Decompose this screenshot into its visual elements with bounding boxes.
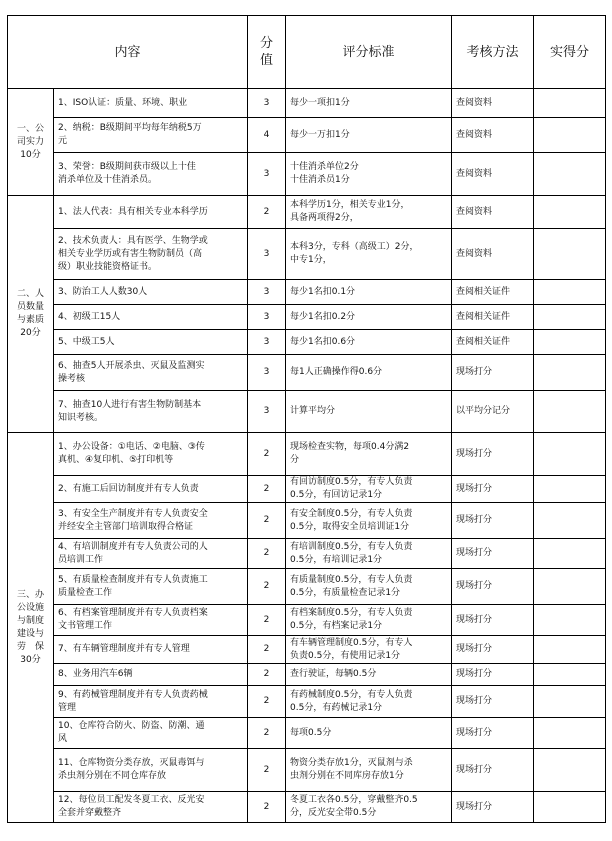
item-actual-score[interactable] — [534, 476, 606, 503]
item-standard: 十佳消杀单位2分 十佳消杀员1分 — [286, 153, 452, 196]
header-actual: 实得分 — [534, 16, 606, 89]
item-method: 查阅相关证件 — [452, 330, 534, 355]
item-score: 2 — [248, 664, 286, 686]
item-method: 现场打分 — [452, 605, 534, 636]
item-content: 5、有质量检查制度并有专人负责施工 质量检查工作 — [54, 569, 248, 605]
item-standard: 物资分类存放1分，灭鼠剂与杀 虫剂分别在不同库房存放1分 — [286, 749, 452, 792]
item-standard: 查行驶证，每辆0.5分 — [286, 664, 452, 686]
table-row — [8, 280, 606, 305]
table-row — [8, 229, 606, 280]
table-row — [8, 391, 606, 433]
item-standard: 每少一项扣1分 — [286, 89, 452, 118]
item-standard: 每少1名扣0.1分 — [286, 280, 452, 305]
item-method: 查阅资料 — [452, 196, 534, 229]
item-standard: 现场检查实物，每项0.4分满2 分 — [286, 433, 452, 476]
item-actual-score[interactable] — [534, 636, 606, 664]
item-score: 2 — [248, 636, 286, 664]
scoring-table — [7, 15, 606, 823]
item-method: 现场打分 — [452, 749, 534, 792]
table-row — [8, 636, 606, 664]
item-score: 2 — [248, 718, 286, 749]
item-standard: 计算平均分 — [286, 391, 452, 433]
item-content: 1、法人代表：具有相关专业本科学历 — [54, 196, 248, 229]
item-method: 现场打分 — [452, 539, 534, 569]
item-actual-score[interactable] — [534, 305, 606, 330]
table-row — [8, 476, 606, 503]
table-row — [8, 330, 606, 355]
item-method: 现场打分 — [452, 355, 534, 391]
item-content: 6、有档案管理制度并有专人负责档案 文书管理工作 — [54, 605, 248, 636]
item-actual-score[interactable] — [534, 605, 606, 636]
item-actual-score[interactable] — [534, 686, 606, 718]
item-method: 现场打分 — [452, 569, 534, 605]
table-row — [8, 539, 606, 569]
item-standard: 有药械制度0.5分，有专人负责 0.5分，有药械记录1分 — [286, 686, 452, 718]
item-actual-score[interactable] — [534, 718, 606, 749]
item-content: 11、仓库物资分类存放，灭鼠毒饵与 杀虫剂分别在不同仓库存放 — [54, 749, 248, 792]
item-content: 2、技术负责人：具有医学、生物学或 相关专业学历或有害生物防制员（高 级）职业技能资格证书。 — [54, 229, 248, 280]
item-method: 现场打分 — [452, 636, 534, 664]
item-method: 现场打分 — [452, 664, 534, 686]
table-row — [8, 749, 606, 792]
item-method: 查阅相关证件 — [452, 305, 534, 330]
item-standard: 有车辆管理制度0.5分，有专人 负责0.5分，有使用记录1分 — [286, 636, 452, 664]
item-score: 2 — [248, 196, 286, 229]
item-content: 7、有车辆管理制度并有专人管理 — [54, 636, 248, 664]
item-standard: 有安全制度0.5分，有专人负责 0.5分，取得安全员培训证1分 — [286, 503, 452, 539]
item-method: 现场打分 — [452, 792, 534, 823]
item-standard: 有档案制度0.5分，有专人负责 0.5分，有档案记录1分 — [286, 605, 452, 636]
item-standard: 每项0.5分 — [286, 718, 452, 749]
item-content: 8、业务用汽车6辆 — [54, 664, 248, 686]
item-standard: 本科3分，专科（高级工）2分， 中专1分， — [286, 229, 452, 280]
item-score: 3 — [248, 355, 286, 391]
item-actual-score[interactable] — [534, 749, 606, 792]
item-score: 3 — [248, 305, 286, 330]
item-content: 6、抽查5人开展杀虫、灭鼠及监测实 操考核 — [54, 355, 248, 391]
item-method: 现场打分 — [452, 686, 534, 718]
item-actual-score[interactable] — [534, 664, 606, 686]
item-content: 12、每位员工配发冬夏工衣、反光安 全套并穿戴整齐 — [54, 792, 248, 823]
item-method: 查阅资料 — [452, 153, 534, 196]
item-content: 1、ISO认证：质量、环境、职业 — [54, 89, 248, 118]
item-score: 3 — [248, 153, 286, 196]
item-content: 2、有施工后回访制度并有专人负责 — [54, 476, 248, 503]
item-content: 10、仓库符合防火、防盗、防潮、通 风 — [54, 718, 248, 749]
header-method: 考核方法 — [452, 16, 534, 89]
header-row — [8, 16, 606, 89]
item-standard: 有回访制度0.5分，有专人负责 0.5分，有回访记录1分 — [286, 476, 452, 503]
table-row — [8, 605, 606, 636]
item-content: 3、防治工人人数30人 — [54, 280, 248, 305]
item-score: 4 — [248, 118, 286, 153]
item-score: 2 — [248, 792, 286, 823]
table-row — [8, 89, 606, 118]
table-row — [8, 664, 606, 686]
item-score: 2 — [248, 569, 286, 605]
item-score: 3 — [248, 229, 286, 280]
item-method: 以平均分记分 — [452, 391, 534, 433]
table-row — [8, 503, 606, 539]
item-content: 1、办公设备：①电话、②电脑、③传 真机、④复印机、⑤打印机等 — [54, 433, 248, 476]
table-row — [8, 792, 606, 823]
table-row — [8, 355, 606, 391]
section-category: 二、人 员数量 与素质 20分 — [8, 196, 54, 433]
item-score: 2 — [248, 686, 286, 718]
header-score-text: 分 值 — [260, 36, 274, 68]
table-row — [8, 196, 606, 229]
item-actual-score[interactable] — [534, 355, 606, 391]
section-category: 一、公 司实力 10分 — [8, 89, 54, 196]
item-score: 2 — [248, 503, 286, 539]
table-row — [8, 718, 606, 749]
item-standard: 每少1名扣0.2分 — [286, 305, 452, 330]
table-row — [8, 433, 606, 476]
item-score: 2 — [248, 749, 286, 792]
item-method: 现场打分 — [452, 433, 534, 476]
item-actual-score[interactable] — [534, 118, 606, 153]
item-actual-score[interactable] — [534, 330, 606, 355]
item-actual-score[interactable] — [534, 503, 606, 539]
item-content: 7、抽查10人进行有害生物防制基本 知识考核。 — [54, 391, 248, 433]
item-actual-score[interactable] — [534, 280, 606, 305]
item-method: 查阅资料 — [452, 118, 534, 153]
table-row — [8, 686, 606, 718]
item-score: 3 — [248, 330, 286, 355]
section-category: 三、办 公设施 与制度 建设与 劳 保 30分 — [8, 433, 54, 823]
item-score: 3 — [248, 89, 286, 118]
item-actual-score[interactable] — [534, 196, 606, 229]
table-row — [8, 153, 606, 196]
header-score — [248, 16, 286, 89]
item-standard: 有质量制度0.5分，有专人负责 0.5分，有质量检查记录1分 — [286, 569, 452, 605]
item-score: 2 — [248, 476, 286, 503]
item-actual-score[interactable] — [534, 539, 606, 569]
header-standard: 评分标准 — [286, 16, 452, 89]
item-score: 2 — [248, 605, 286, 636]
item-score: 3 — [248, 280, 286, 305]
item-actual-score[interactable] — [534, 153, 606, 196]
header-content: 内容 — [8, 16, 248, 89]
item-standard: 冬夏工衣各0.5分，穿戴整齐0.5 分，反光安全带0.5分 — [286, 792, 452, 823]
item-method: 现场打分 — [452, 503, 534, 539]
item-actual-score[interactable] — [534, 391, 606, 433]
item-actual-score[interactable] — [534, 89, 606, 118]
item-score: 3 — [248, 391, 286, 433]
item-score: 2 — [248, 539, 286, 569]
item-standard: 每少一万扣1分 — [286, 118, 452, 153]
item-standard: 有培训制度0.5分，有专人负责 0.5分，有培训记录1分 — [286, 539, 452, 569]
item-content: 3、有安全生产制度并有专人负责安全 并经安全主管部门培训取得合格证 — [54, 503, 248, 539]
item-method: 现场打分 — [452, 476, 534, 503]
table-row — [8, 305, 606, 330]
item-standard: 每1人正确操作得0.6分 — [286, 355, 452, 391]
item-content: 5、中级工5人 — [54, 330, 248, 355]
item-actual-score[interactable] — [534, 792, 606, 823]
item-standard: 每少1名扣0.6分 — [286, 330, 452, 355]
item-method: 查阅相关证件 — [452, 280, 534, 305]
item-content: 2、纳税：B级期间平均每年纳税5万 元 — [54, 118, 248, 153]
item-score: 2 — [248, 433, 286, 476]
item-method: 查阅资料 — [452, 89, 534, 118]
item-actual-score[interactable] — [534, 229, 606, 280]
item-content: 9、有药械管理制度并有专人负责药械 管理 — [54, 686, 248, 718]
item-standard: 本科学历1分，相关专业1分， 具备两项得2分， — [286, 196, 452, 229]
item-content: 3、荣誉：B级期间获市级以上十佳 消杀单位及十佳消杀员。 — [54, 153, 248, 196]
table-body — [8, 89, 606, 823]
table-row — [8, 118, 606, 153]
table-row — [8, 569, 606, 605]
item-actual-score[interactable] — [534, 569, 606, 605]
item-actual-score[interactable] — [534, 433, 606, 476]
item-method: 查阅资料 — [452, 229, 534, 280]
item-content: 4、初级工15人 — [54, 305, 248, 330]
item-method: 现场打分 — [452, 718, 534, 749]
item-content: 4、有培训制度并有专人负责公司的人 员培训工作 — [54, 539, 248, 569]
